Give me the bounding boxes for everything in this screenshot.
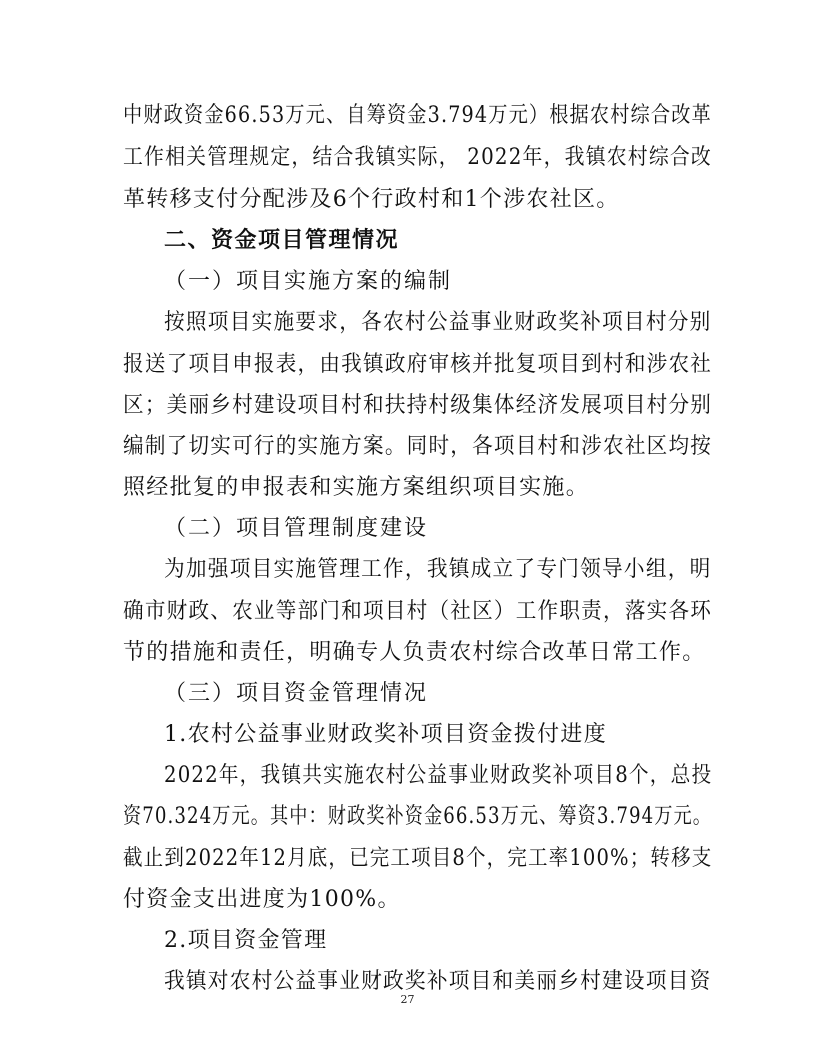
body-text-line: 确市财政、农业等部门和项目村（社区）工作职责，落实各环 bbox=[123, 599, 713, 624]
body-text-line: 按照项目实施要求，各农村公益事业财政奖补项目村分别 bbox=[164, 310, 712, 335]
subsection-heading: （三）项目资金管理情况 bbox=[164, 681, 429, 706]
body-text-line: 报送了项目申报表，由我镇政府审核并批复项目到村和涉农社 bbox=[123, 352, 713, 377]
body-text-line: 为加强项目实施管理工作，我镇成立了专门领导小组，明 bbox=[164, 557, 712, 582]
subsection-heading: （一）项目实施方案的编制 bbox=[164, 269, 453, 294]
numbered-heading: 2.项目资金管理 bbox=[164, 928, 328, 953]
body-text-line: 节的措施和责任，明确专人负责农村综合改革日常工作。 bbox=[123, 640, 706, 665]
subsection-heading: （二）项目管理制度建设 bbox=[164, 516, 429, 541]
body-text-line: 资70.324万元。其中：财政奖补资金66.53万元、筹资3.794万元。 bbox=[123, 804, 713, 829]
page-number: 27 bbox=[400, 993, 415, 1006]
body-text-line: 区；美丽乡村建设项目村和扶持村级集体经济发展项目村分别 bbox=[123, 393, 713, 418]
body-text-line: 付资金支出进度为100%。 bbox=[123, 887, 401, 912]
body-text-line: 2022年，我镇共实施农村公益事业财政奖补项目8个，总投 bbox=[164, 763, 713, 788]
body-text-line: 革转移支付分配涉及6个行政村和1个涉农社区。 bbox=[123, 187, 620, 212]
section-heading: 二、资金项目管理情况 bbox=[164, 228, 400, 253]
numbered-heading: 1.农村公益事业财政奖补项目资金拨付进度 bbox=[164, 722, 607, 747]
body-text-line: 截止到2022年12月底，已完工项目8个，完工率100%；转移支 bbox=[123, 846, 713, 871]
body-text-line: 编制了切实可行的实施方案。同时，各项目村和涉农社区均按 bbox=[123, 434, 713, 459]
body-text-line: 照经批复的申报表和实施方案组织项目实施。 bbox=[123, 475, 590, 500]
body-text-line: 工作相关管理规定，结合我镇实际， 2022年，我镇农村综合改 bbox=[123, 145, 712, 170]
body-text-line: 中财政资金66.53万元、自筹资金3.794万元）根据农村综合改革 bbox=[123, 103, 712, 128]
body-text-line: 我镇对农村公益事业财政奖补项目和美丽乡村建设项目资 bbox=[164, 969, 712, 994]
